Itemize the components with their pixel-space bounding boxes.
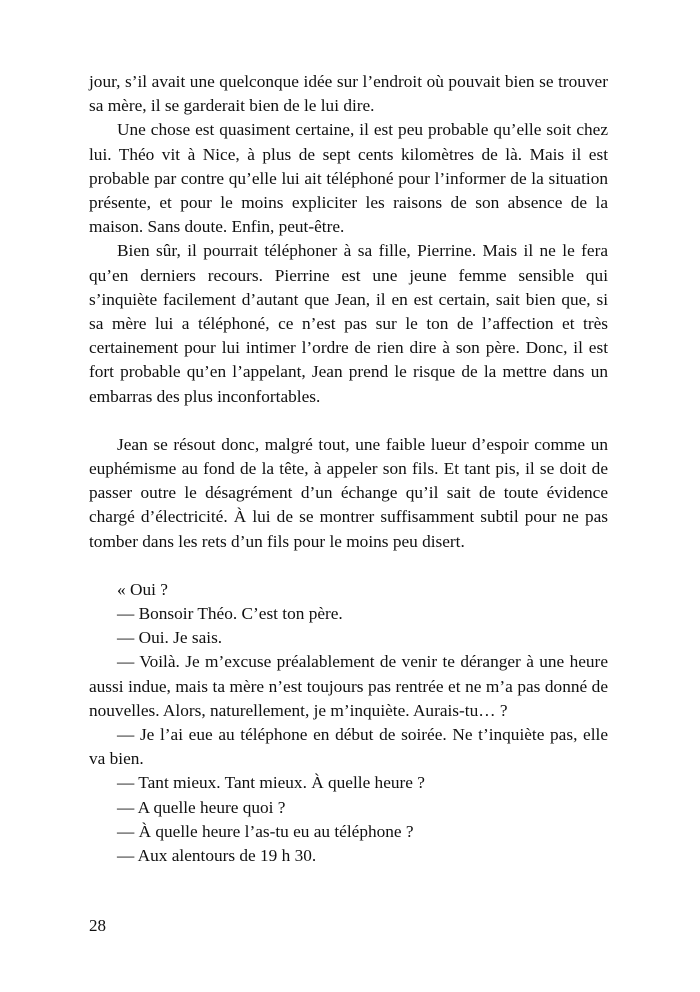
dialogue-line-9: — Aux alentours de 19 h 30. [117, 846, 317, 866]
section-break [89, 554, 608, 578]
page-body [89, 70, 608, 868]
dialogue-line-2: — Bonsoir Théo. C’est ton père. [117, 604, 343, 624]
dialogue-line-6: — Tant mieux. Tant mieux. À quelle heure ? [117, 773, 425, 793]
dialogue-line-7: — A quelle heure quoi ? [117, 797, 286, 817]
dialogue-line-8: — À quelle heure l’as-tu eu au téléphone ? [117, 821, 414, 841]
page-number: 28 [89, 916, 106, 935]
section-break [89, 409, 608, 433]
paragraph-3: Bien sûr, il pourrait téléphoner à sa fille, Pierrine. Mais il ne le fera qu’en derniers recours. Pierrine est une jeune femme sensible qui s’inquiète facilement d’autant que Jean, il en est certain, sait bien que, si sa mère lui a téléphoné, ce n’est pas sur le ton de l’affection et très certainement pour lui intimer l’ordre de rien dire à son père. Donc, il est fort probable qu’en l’appelant, Jean prend le risque de la mettre dans un embarras des plus inconfortables. [89, 241, 608, 406]
dialogue-line-5: — Je l’ai eue au téléphone en début de soirée. Ne t’inquiète pas, elle va bien. [89, 725, 608, 769]
paragraph-2: Une chose est quasiment certaine, il est peu probable qu’elle soit chez lui. Théo vit à Nice, à plus de sept cents kilomètres de là. Mais il est probable par contre qu’elle lui ait téléphoné pour l’informer de la situation présente, et pour le moins expliciter les raisons de son absence de la maison. Sans doute. Enfin, peut-être. [89, 120, 608, 237]
paragraph-1: jour, s’il avait une quelconque idée sur l’endroit où pouvait bien se trouver sa mère, il se garderait bien de le lui dire. [89, 72, 608, 116]
dialogue-line-1: « Oui ? [117, 579, 168, 599]
dialogue-line-3: — Oui. Je sais. [117, 628, 223, 648]
dialogue-line-4: — Voilà. Je m’excuse préalablement de venir te déranger à une heure aussi indue, mais ta mère n’est toujours pas rentrée et ne m’a pas donné de nouvelles. Alors, naturellement, je m’inquiète. Aurais-tu… ? [89, 652, 608, 720]
paragraph-4: Jean se résout donc, malgré tout, une faible lueur d’espoir comme un euphémisme au fond de la tête, à appeler son fils. Et tant pis, il se doit de passer outre le désagrément d’un échange qu’il sait de toute évidence chargé d’électricité. À lui de se montrer suffisamment subtil pour ne pas tomber dans les rets d’un fils pour le moins peu disert. [89, 434, 608, 551]
